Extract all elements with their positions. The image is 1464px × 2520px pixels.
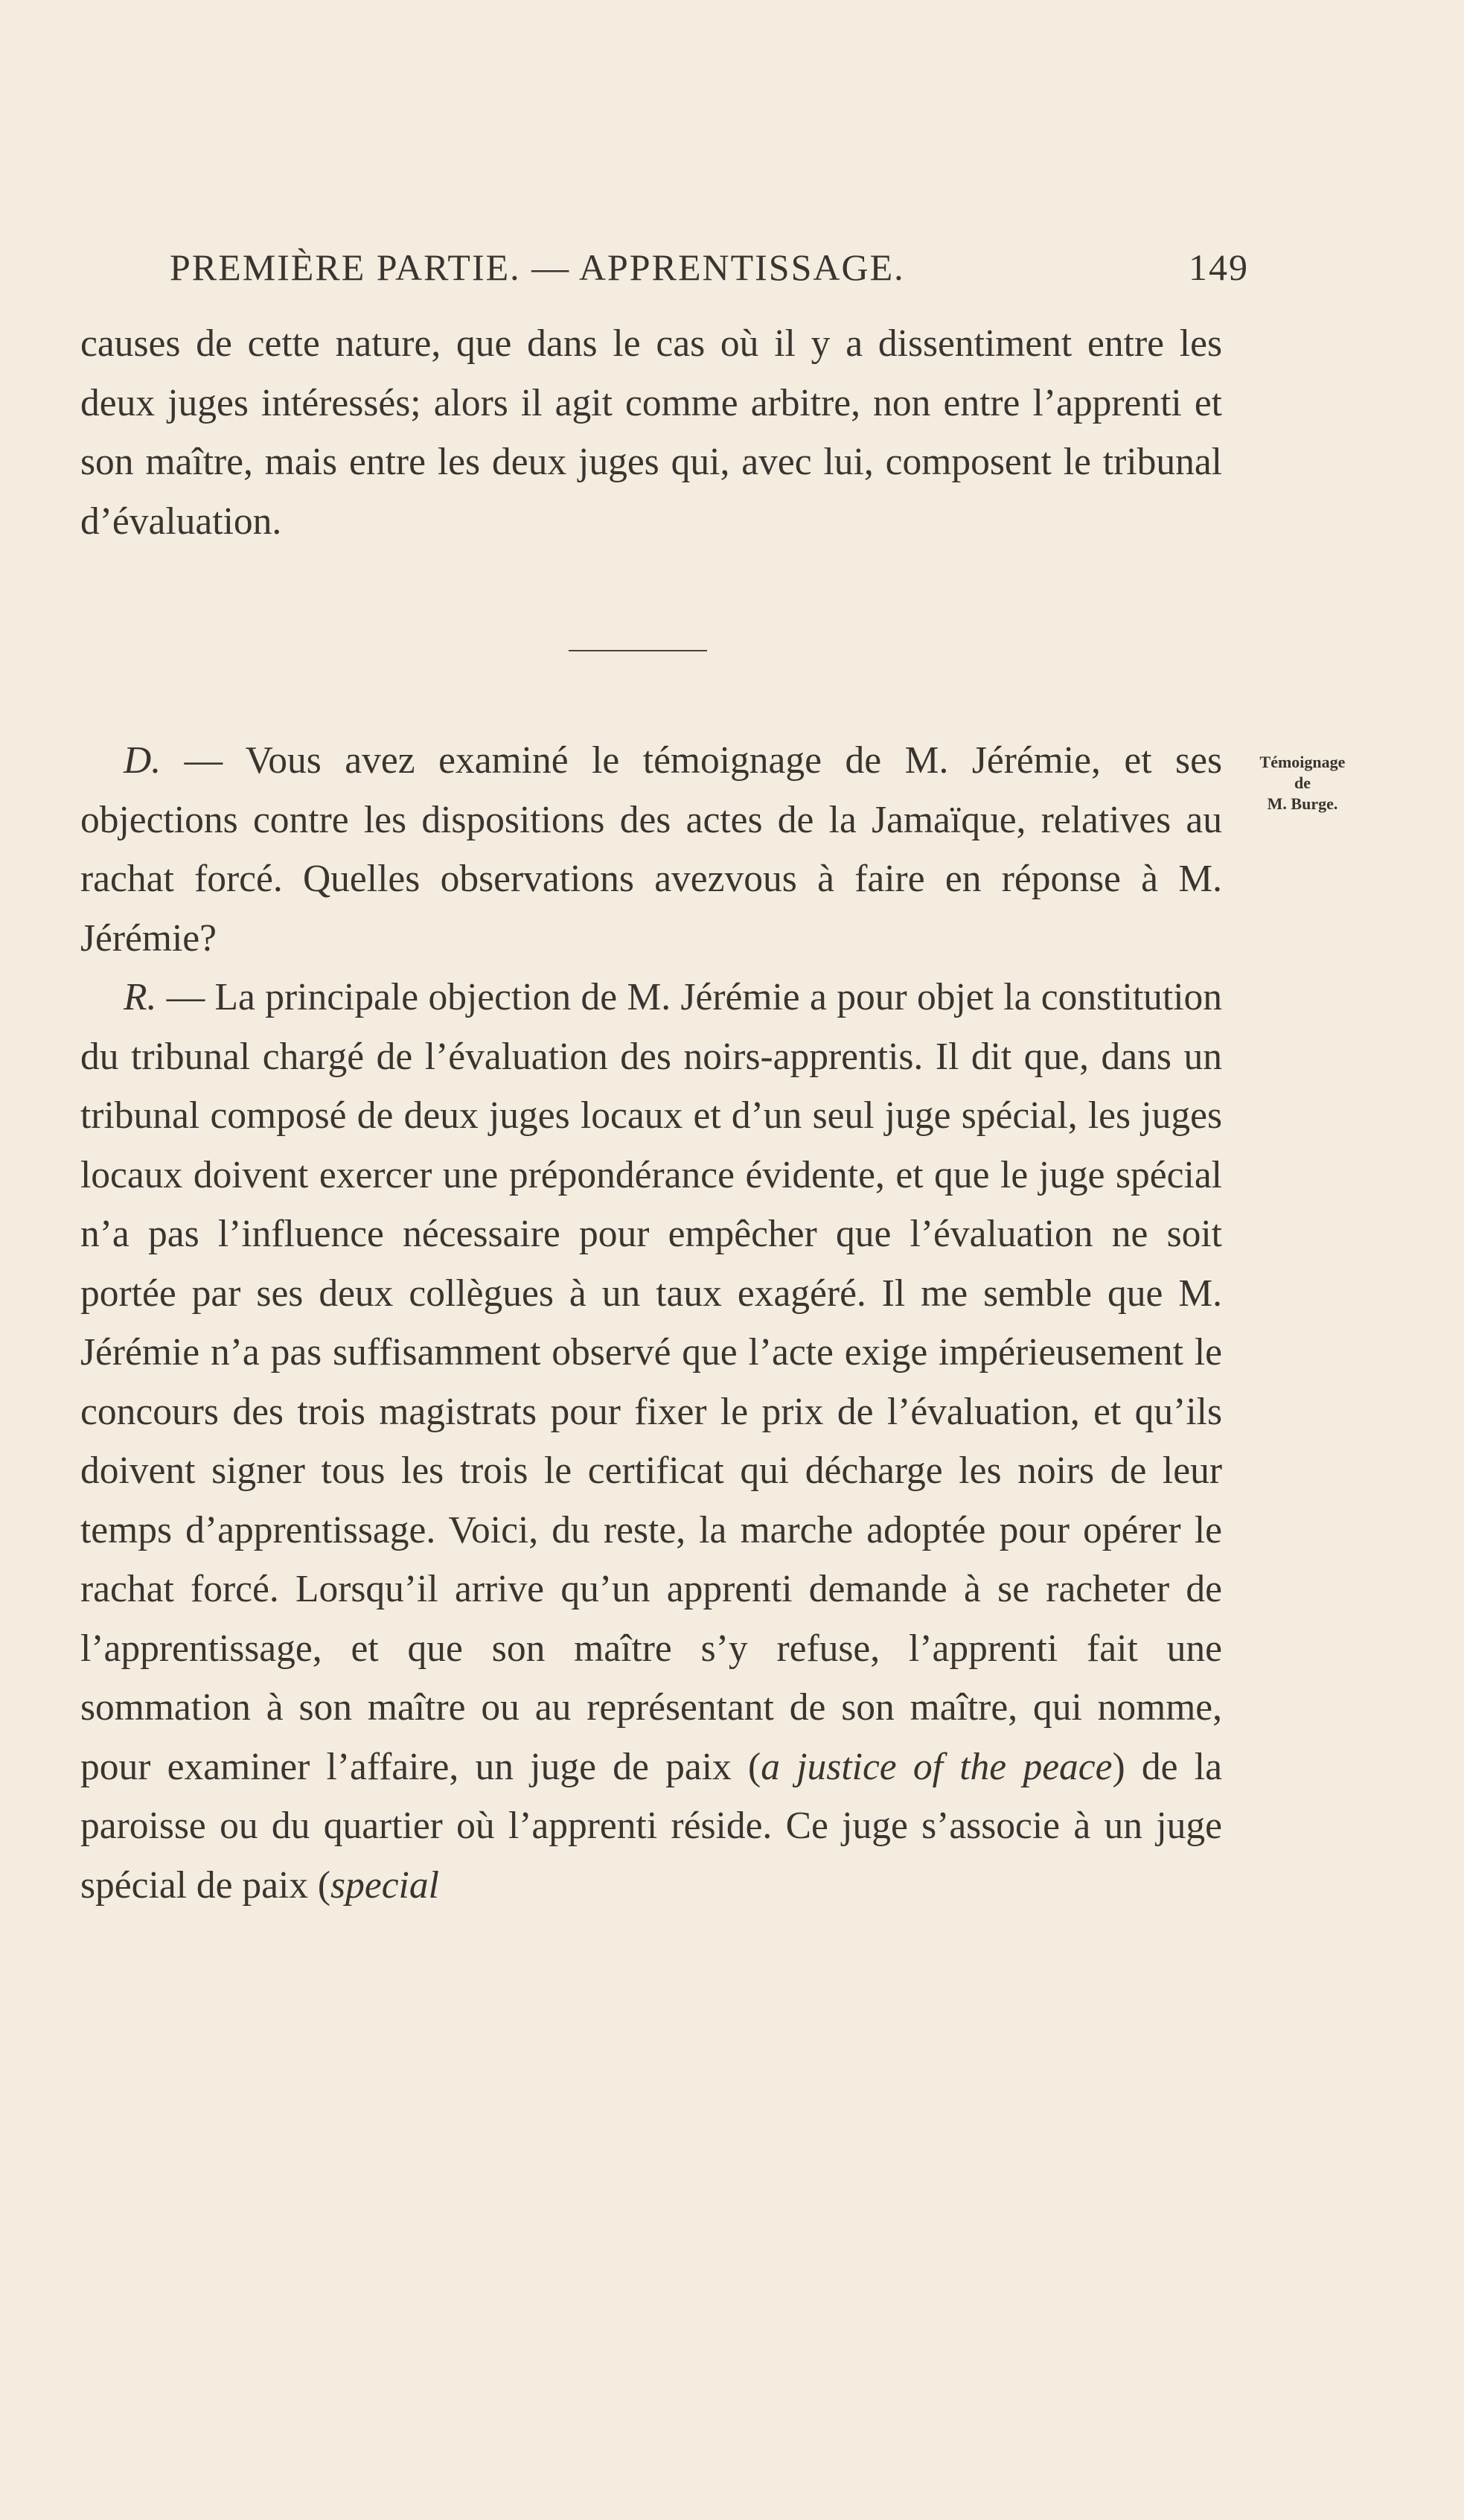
- answer-speaker: R.: [124, 976, 157, 1018]
- question-speaker: D.: [124, 739, 162, 782]
- question-text: — Vous avez examiné le témoignage de M. Jérémie, et ses objections contre les dispositions des actes de la Jamaïque, relatives au rachat forcé. Quelles observations avezvous à faire en réponse à M. Jérémie?: [80, 739, 1222, 960]
- answer-italic-1: a justice of the peace: [761, 1745, 1113, 1788]
- question-paragraph: [80, 731, 1222, 968]
- answer-italic-2: special: [330, 1863, 439, 1907]
- page-number: 149: [1189, 246, 1249, 288]
- text-block-dialogue: [80, 731, 1222, 1915]
- margin-note: [1236, 752, 1369, 814]
- margin-note-line-2: de: [1294, 773, 1311, 792]
- section-separator: [569, 650, 707, 651]
- margin-note-line-1: Témoignage: [1259, 753, 1346, 771]
- answer-text-part-2: ) de la paroisse ou du quartier où l’apprenti réside. Ce juge s’associe à un juge spécial de paix (: [80, 1745, 1222, 1907]
- page-header: [80, 246, 1249, 305]
- paragraph-continuation: causes de cette nature, que dans le cas où il y a dissentiment entre les deux juges intéressés; alors il agit comme arbitre, non entre l’apprenti et son maître, mais entre les deux juges qui, avec lui, composent le tribunal d’évaluation.: [80, 322, 1222, 543]
- margin-note-line-3: M. Burge.: [1267, 794, 1338, 813]
- answer-text-part-1: — La principale objection de M. Jérémie a pour objet la constitution du tribunal chargé de l’évaluation des noirs-apprentis. Il dit que, dans un tribunal composé de deux juges locaux et d’un seul juge spécial, les juges locaux doivent exercer une prépondérance évidente, et que le juge spécial n’a pas l’influence nécessaire pour empêcher que l’évaluation ne soit portée par ses deux collègues à un taux exagéré. Il me semble que M. Jérémie n’a pas suffisamment observé que l’acte exige impérieusement le concours des trois magistrats pour fixer le prix de l’évaluation, et qu’ils doivent signer tous les trois le certificat qui décharge les noirs de leur temps d’apprentissage. Voici, du reste, la marche adoptée pour opérer le rachat forcé. Lorsqu’il arrive qu’un apprenti demande à se racheter de l’apprentissage, et que son maître s’y refuse, l’apprenti fait une sommation à son maître ou au représentant de son maître, qui nomme, pour examiner l’affaire, un juge de paix (: [80, 976, 1222, 1788]
- answer-paragraph: [80, 968, 1222, 1915]
- text-block-continuation: [80, 314, 1222, 551]
- running-title: PREMIÈRE PARTIE. — APPRENTISSAGE.: [170, 246, 905, 288]
